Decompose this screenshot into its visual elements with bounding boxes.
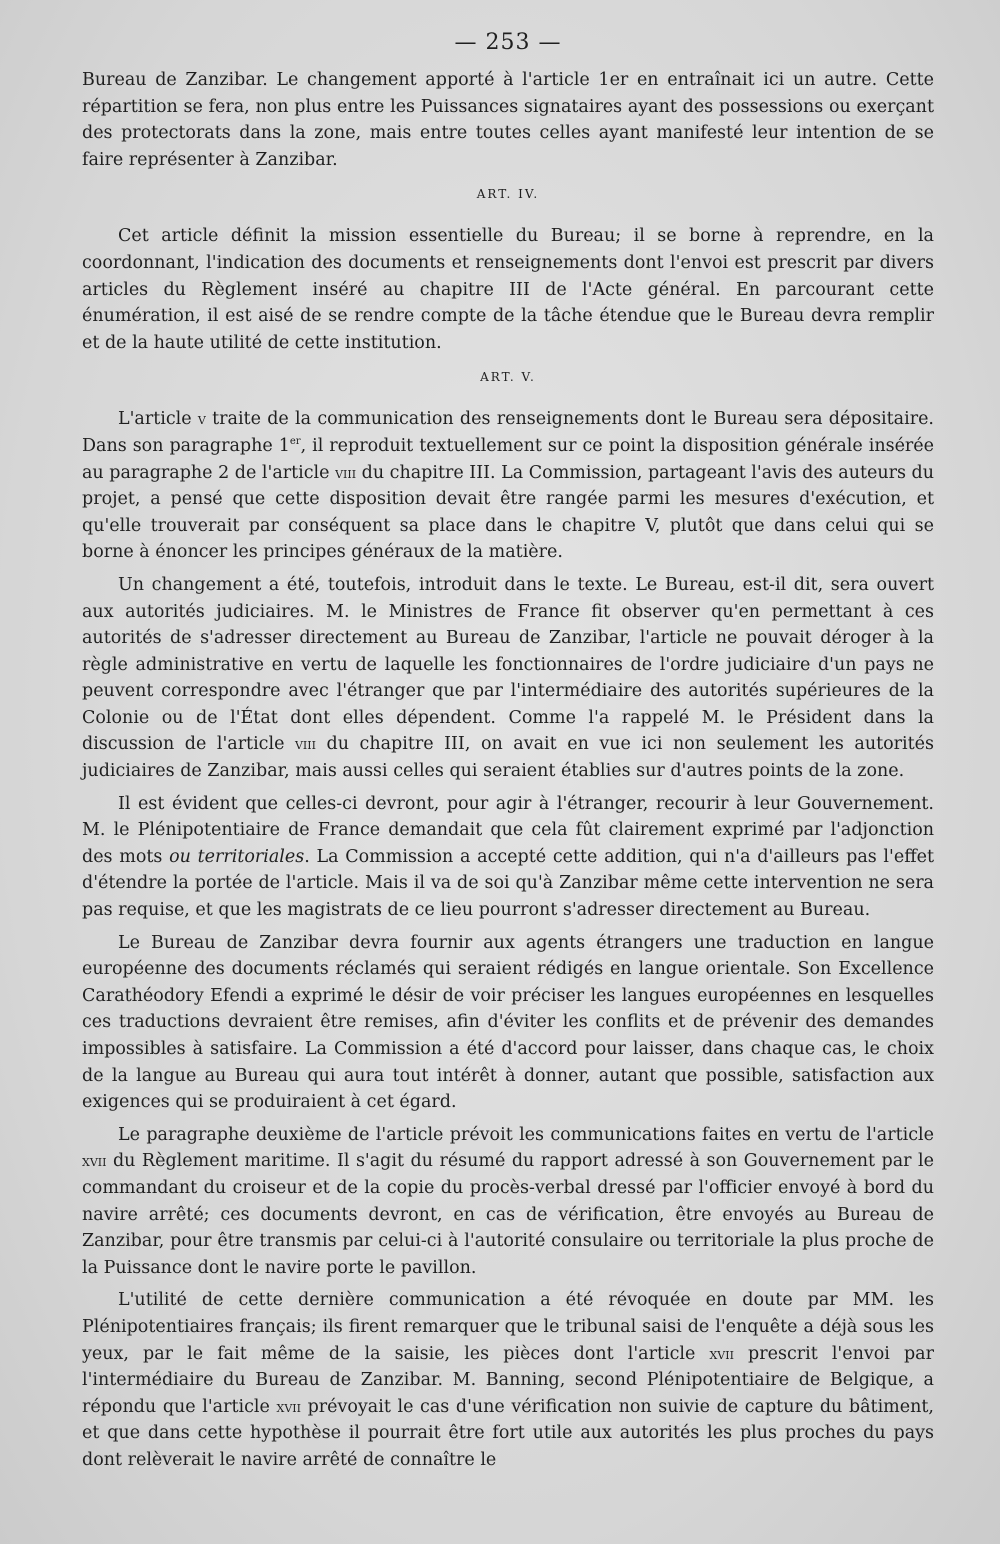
paragraph-art-v-intro <box>82 406 934 566</box>
paragraph-judicial-authorities <box>82 572 934 785</box>
text-run: Il est évident que celles-ci devront, pour agir à l'étranger, recourir à leur Gouvernement. M. le Plénipotentiaire de France demandait que cela fût clairement exprimé par l'adjonction des mots <box>82 793 934 867</box>
text-run: du Règlement maritime. Il s'agit du résumé du rapport adressé à son Gouvernement par le commandant du croiseur et de la copie du procès-verbal dressé par l'officier envoyé à bord du navire arrêté; ces documents devront, en cas de vérification, être envoyés au Bureau de Zanzibar, pour être transmis par celui-ci à l'autorité consulaire ou territoriale la plus proche de la Puissance dont le navire porte le pavillon. <box>82 1151 934 1278</box>
page-number: — 253 — <box>454 30 562 55</box>
roman-numeral: xvii <box>82 1151 107 1171</box>
roman-numeral: xvii <box>709 1343 734 1363</box>
paragraph-government-recourse <box>82 791 934 924</box>
text-run: prescrit l'envoi par l'intermédiaire du Bureau de Zanzibar. M. Banning, second Plénipotentiaire de Belgique, a répondu que l'article <box>82 1343 934 1417</box>
superscript: er <box>289 436 301 448</box>
roman-numeral: xvii <box>276 1396 301 1416</box>
roman-numeral: v <box>197 409 206 429</box>
text-run: L'article <box>118 409 198 430</box>
roman-numeral: viii <box>335 462 357 482</box>
text-run: , il reproduit textuellement sur ce point la disposition générale insérée au paragraphe 2 de l'article <box>82 435 935 483</box>
italic-text: ou territoriales <box>169 846 305 867</box>
text-run: L'utilité de cette dernière communication a été révoquée en doute par MM. les Plénipotentiaires français; ils firent remarquer que le tribunal saisi de l'enquête a déjà sous les yeux, par le fait même de la saisie, les pièces dont l'article <box>82 1290 934 1364</box>
paragraph-communication-utility <box>82 1287 934 1473</box>
article-heading-iv: ART. IV. <box>476 187 540 202</box>
article-heading-v: ART. V. <box>480 370 536 385</box>
paragraph-continuation: Bureau de Zanzibar. Le changement apporté à l'article 1er en entraînait ici un autre. Cette répartition se fera, non plus entre les Puissances signataires ayant des possessions ou exerçant des protectorats dans la zone, mais entre toutes celles ayant manifesté leur intention de se faire représenter à Zanzibar. <box>82 70 934 170</box>
roman-numeral: viii <box>294 734 316 754</box>
paragraph-maritime-regulation <box>82 1122 934 1282</box>
text-run: du chapitre III, on avait en vue ici non seulement les autorités judiciaires de Zanzibar, mais aussi celles qui seraient établies sur d'autres points de la zone. <box>82 734 934 782</box>
text-run: traite de la communication des renseignements dont le Bureau sera dépositaire. Dans son paragraphe 1 <box>82 409 934 456</box>
text-run: prévoyait le cas d'une vérification non suivie de capture du bâtiment, et que dans cette hypothèse il pourrait être fort utile aux autorités les plus proches du pays dont relèverait le navire arrêté de connaître le <box>82 1396 934 1470</box>
text-run: . La Commission a accepté cette addition, qui n'a d'ailleurs pas l'effet d'étendre la portée de l'article. Mais il va de soi qu'à Zanzibar même cette intervention ne sera pas requise, et que les magistrats de ce lieu pourront s'adresser directement au Bureau. <box>82 846 935 921</box>
paragraph-art-iv: Cet article définit la mission essentielle du Bureau; il se borne à reprendre, en la coordonnant, l'indication des documents et renseignements dont l'envoi est prescrit par divers articles du Règlement inséré au chapitre III de l'Acte général. En parcourant cette énumération, il est aisé de se rendre compte de la tâche étendue que le Bureau devra remplir et de la haute utilité de cette institution. <box>82 226 934 353</box>
document-page <box>82 30 934 1474</box>
text-run: Le paragraphe deuxième de l'article prévoit les communications faites en vertu de l'article <box>118 1124 934 1145</box>
text-run: Un changement a été, toutefois, introduit dans le texte. Le Bureau, est-il dit, sera ouvert aux autorités judiciaires. M. le Ministres de France fit observer qu'en permettant à ces autorités de s'adresser directement au Bureau de Zanzibar, l'article ne pouvait déroger à la règle administrative en vertu de laquelle les fonctionnaires de l'ordre judiciaire d'un pays ne peuvent correspondre avec l'étranger que par l'intermédiaire des autorités supérieures de la Colonie ou de l'État dont elles dépendent. Comme l'a rappelé M. le Président dans la discussion de l'article <box>82 574 934 755</box>
paragraph-translation: Le Bureau de Zanzibar devra fournir aux agents étrangers une traduction en langue européenne des documents réclamés qui seraient rédigés en langue orientale. Son Excellence Carathéodory Efendi a exprimé le désir de voir préciser les langues européennes en lesquelles ces traductions devraient être remises, afin d'éviter les conflits et de prévenir des demandes impossibles à satisfaire. La Commission a été d'accord pour laisser, dans chaque cas, le choix de la langue au Bureau qui aura tout intérêt à donner, autant que possible, satisfaction aux exigences qui se produiraient à cet égard. <box>82 932 934 1113</box>
text-run: du chapitre III. La Commission, partageant l'avis des auteurs du projet, a pensé que cette disposition devait être rangée parmi les mesures d'exécution, et qu'elle trouverait par conséquent sa place dans le chapitre V, plutôt que dans celui qui se borne à énoncer les principes généraux de la matière. <box>82 462 935 563</box>
